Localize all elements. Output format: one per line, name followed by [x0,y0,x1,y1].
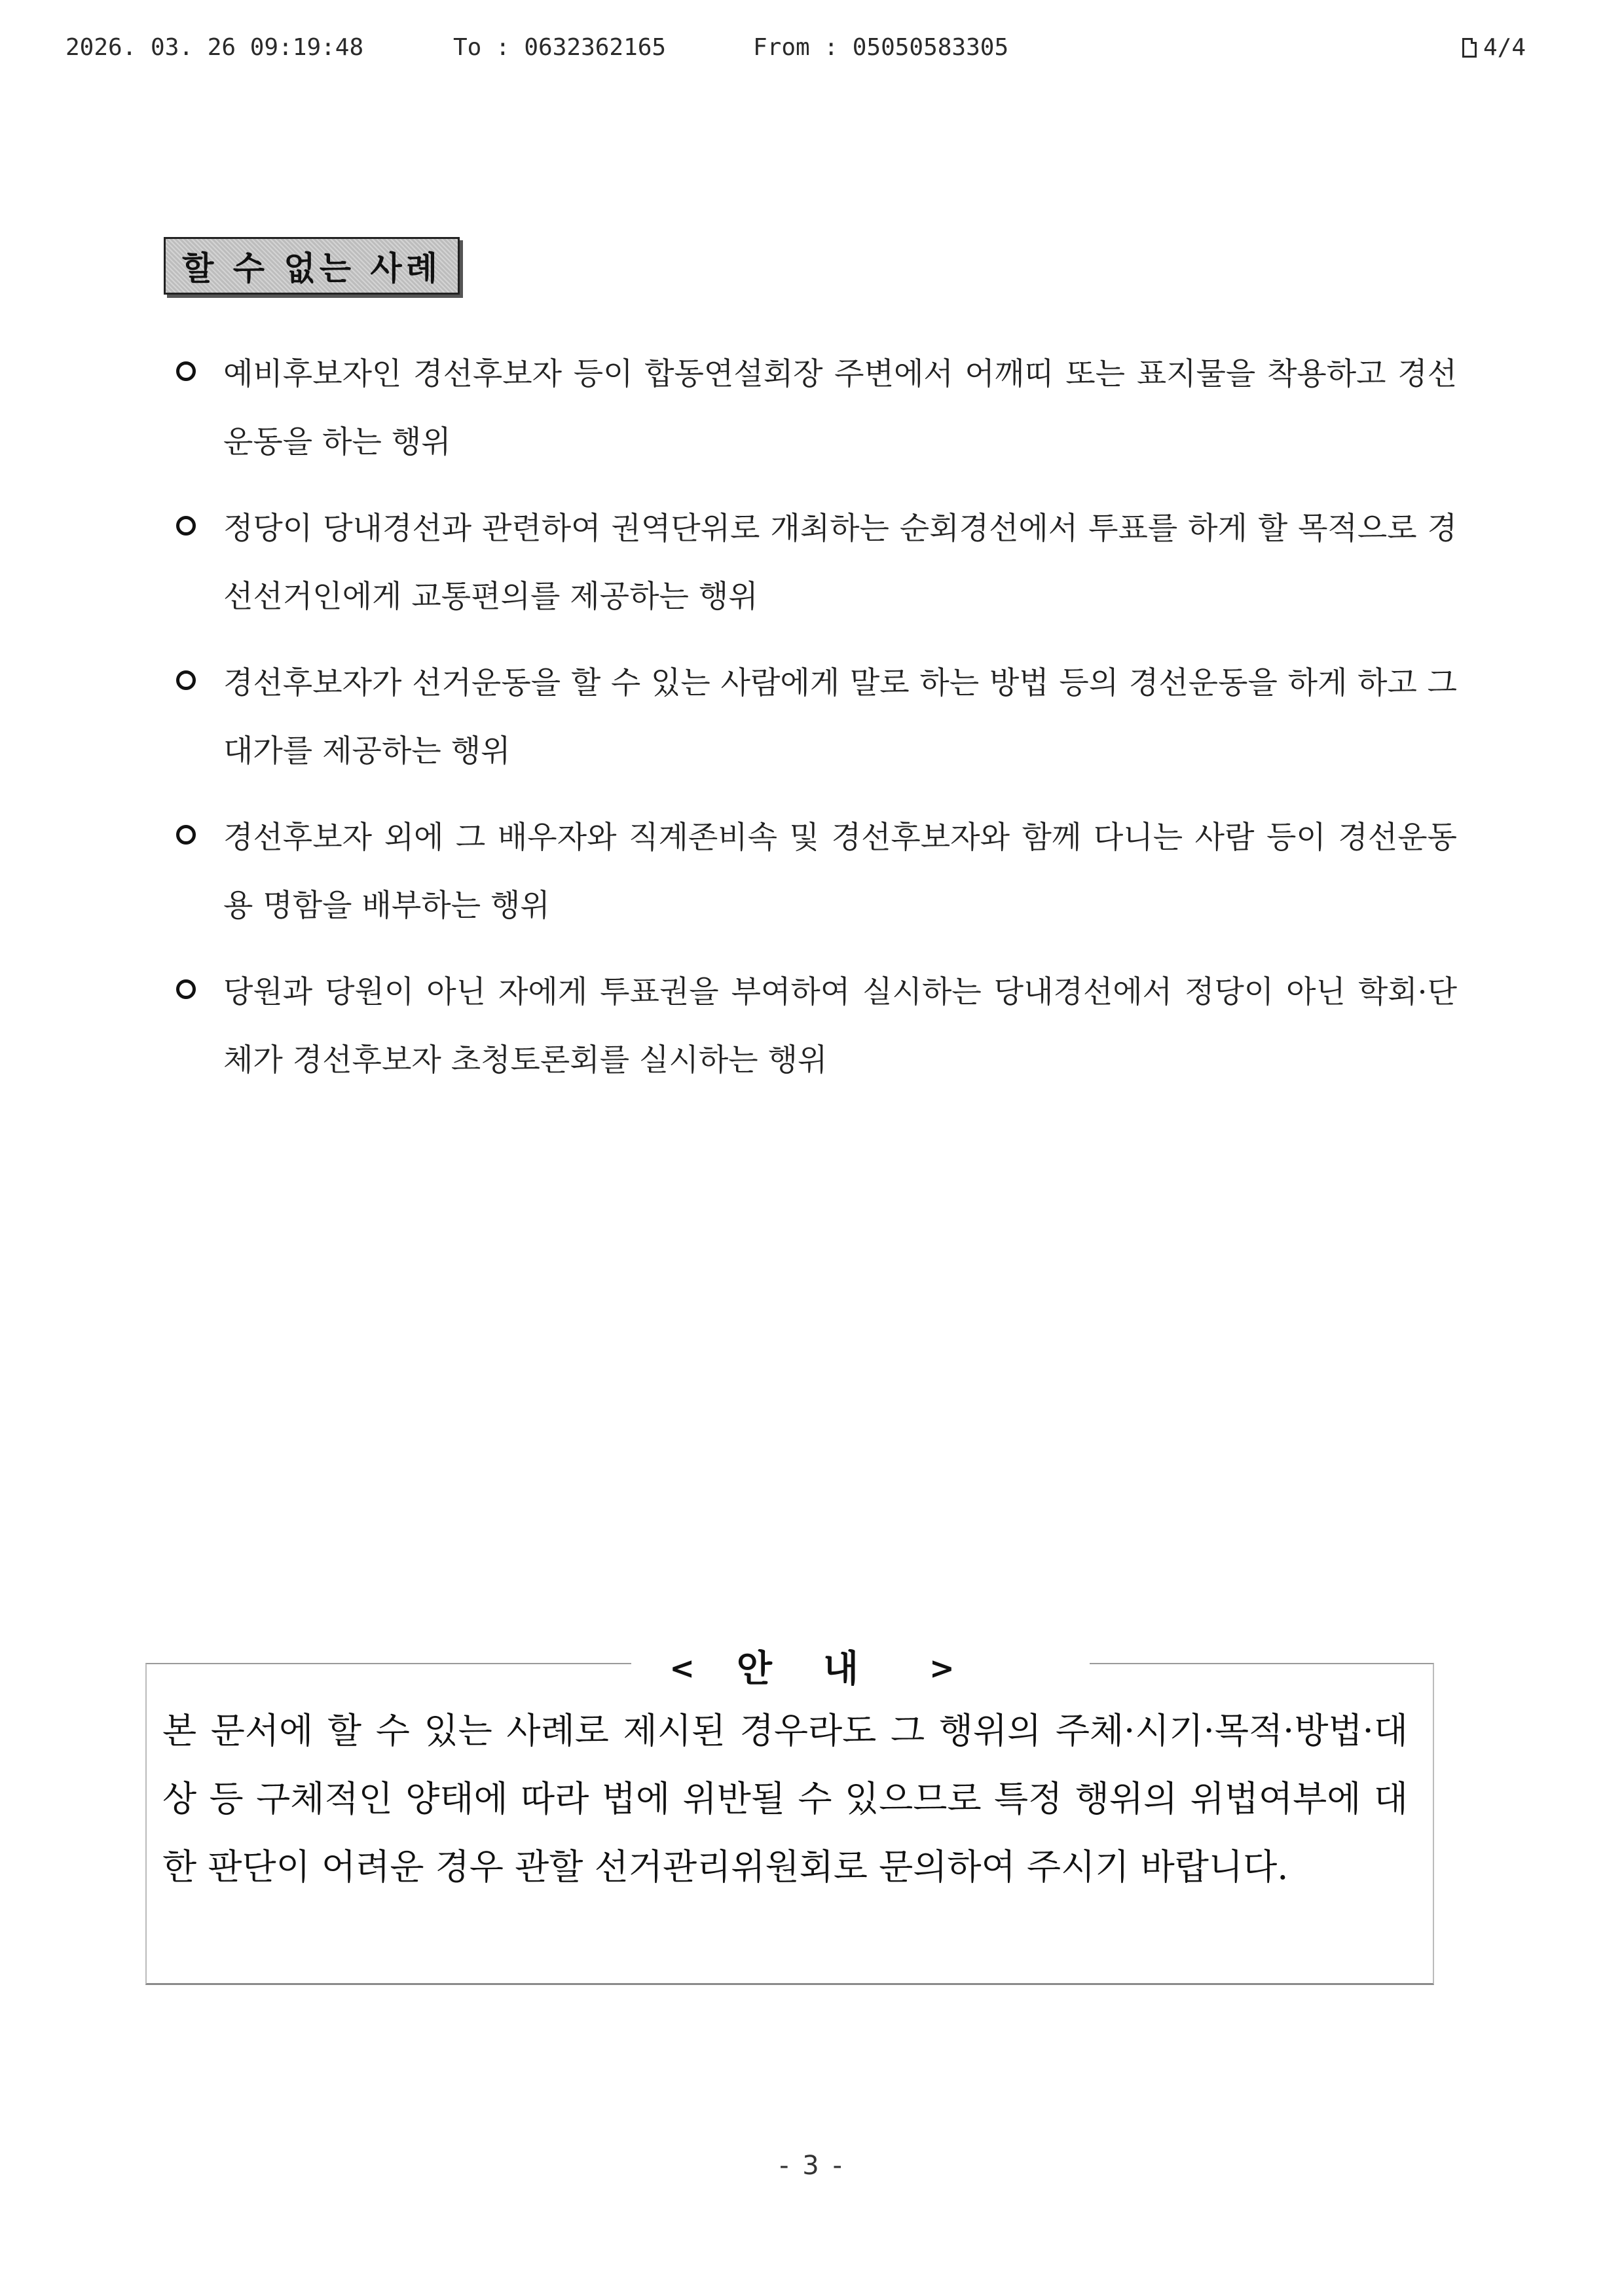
list-item [174,804,1457,940]
notice-title-text: 안내 [736,1648,910,1690]
case-text: 예비후보자인 경선후보자 등이 합동연설회장 주변에서 어깨띠 또는 표지물을 착용하고 경선운동을 하는 행위 [223,356,1457,460]
notice-body: 본 문서에 할 수 있는 사례로 제시된 경우라도 그 행위의 주체·시기·목적·방법·대상 등 구체적인 양태에 따라 법에 위반될 수 있으므로 특정 행위의 위법여부에 대한 판단이 어려운 경우 관할 선거관리위원회로 문의하여 주시기 바랍니다. [162,1710,1408,1887]
circle-bullet-icon [176,670,196,690]
fax-from-number: From : 05050583305 [753,34,1009,61]
notice-title-open: < [669,1650,695,1686]
case-text: 정당이 당내경선과 관련하여 권역단위로 개최하는 순회경선에서 투표를 하게 할 목적으로 경선선거인에게 교통편의를 제공하는 행위 [223,511,1457,615]
list-item [174,340,1457,477]
case-text: 경선후보자가 선거운동을 할 수 있는 사람에게 말로 하는 방법 등의 경선운동을 하게 하고 그 대가를 제공하는 행위 [223,665,1457,769]
fax-page-count: 4/4 [1483,34,1526,61]
notice-title-close: > [929,1650,955,1686]
section-heading: 할 수 없는 사례 [164,237,460,295]
circle-bullet-icon [176,825,196,845]
case-text: 경선후보자 외에 그 배우자와 직계존비속 및 경선후보자와 함께 다니는 사람 등이 경선운동용 명함을 배부하는 행위 [223,820,1457,924]
notice-title [0,1640,1624,1692]
list-item [174,495,1457,631]
fax-to-number: To : 0632362165 [453,34,667,61]
circle-bullet-icon [176,361,196,381]
circle-bullet-icon [176,979,196,999]
list-item [174,958,1457,1095]
case-list [174,340,1457,1113]
fax-header [65,34,1526,73]
page-number: - 3 - [779,2151,845,2181]
case-text: 당원과 당원이 아닌 자에게 투표권을 부여하여 실시하는 당내경선에서 정당이 아닌 학회·단체가 경선후보자 초청토론회를 실시하는 행위 [223,974,1457,1078]
fax-datetime: 2026. 03. 26 09:19:48 [65,34,364,61]
circle-bullet-icon [176,516,196,536]
list-item [174,649,1457,786]
fax-page-indicator [1462,34,1526,61]
page-icon [1462,38,1477,58]
